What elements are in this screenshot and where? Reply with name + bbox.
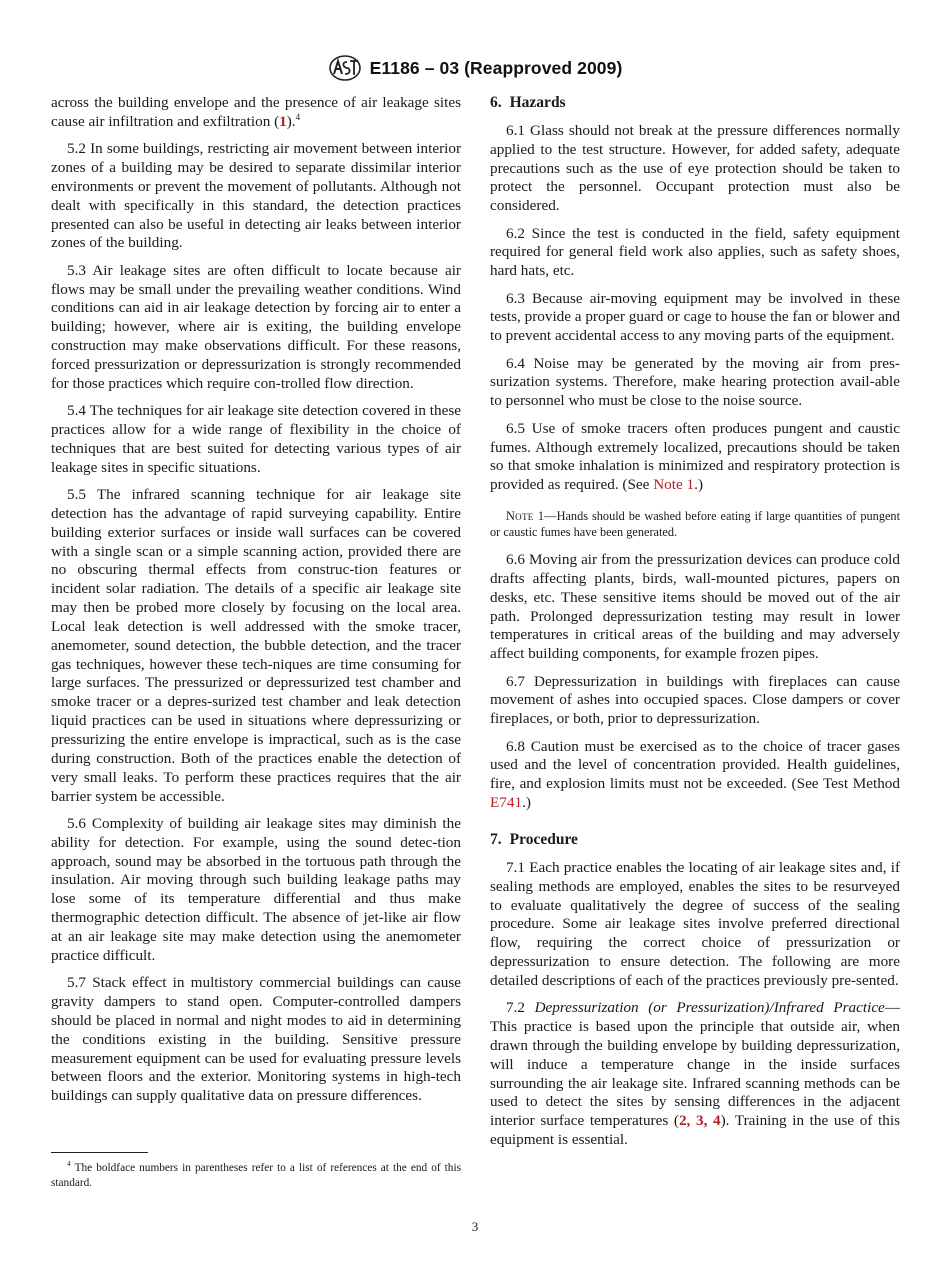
paragraph-5-2: 5.2 In some buildings, restricting air movement between interior zones of a building may be desired to separate dissimilar interior environments or prevent the movement of pollutants. Although not dealt with specifically in this standard, the detection practices presented can also be useful in detecting air leaks between interior zones of the building. [51, 140, 461, 252]
paragraph-6-2: 6.2 Since the test is conducted in the field, safety equipment required for general field work also applies, such as safety shoes, hard hats, etc. [490, 224, 900, 280]
reference-link[interactable]: 4 [713, 1112, 721, 1130]
footnote-4: $^4$ The boldface numbers in parentheses refer to a list of references at the end of this standard. [51, 1159, 461, 1189]
right-column [490, 94, 900, 1159]
paragraph-5-7: 5.7 Stack effect in multistory commercial buildings can cause gravity dampers to stand open. Computer-controlled dampers should be placed in normal and night modes to aid in determining the conditions existing in the building. Sensitive pressure measurement equipment can be used for evaluating pressure levels between floors and the exterior. Monitoring systems in high-tech buildings can supply qualitative data on pressure differences. [51, 974, 461, 1105]
astm-logo-icon [328, 54, 362, 82]
e741-link[interactable]: E741 [490, 794, 523, 812]
practice-title: Depressurization (or Pressurization)/Infrared Practice [534, 999, 885, 1017]
note-1-link[interactable]: Note 1 [653, 476, 695, 494]
footnote-divider [51, 1152, 148, 1153]
paragraph-7-2: 7.2 Depressurization (or Pressurization)/Infrared Practice—This practice is based upon the principle that outside air, when drawn through the building envelope by building depressurization, will induce a temperature change in the inside surfaces surrounding the air leakage site. Infrared scanning methods can be used to detect the sites by sensing differences in the adjacent interior surface temperatures (2, 3, 4). Training in the use of this equipment is essential. [490, 999, 900, 1149]
footnote-marker[interactable]: 4 [295, 111, 301, 122]
paragraph-5-6: 5.6 Complexity of building air leakage sites may diminish the ability for detection. For example, using the sound detec-tion approach, sound may be absorbed in the tortuous path through the insulation. Air moving through such building leakage paths may lose some of its temperature differential and thus make thermographic detection difficult. The absence of jet-like air flow at an air leakage site may make detection using the anemometer practice difficult. [51, 814, 461, 964]
paragraph-6-1: 6.1 Glass should not break at the pressure differences normally applied to the test structure. However, for added safety, adequate precautions such as the use of eye protection should be taken to protect the personnel. Occupant protection must also be considered. [490, 121, 900, 215]
paragraph-6-8: 6.8 Caution must be exercised as to the choice of tracer gases used and the level of concentration provided. Health guidelines, fire, and explosion limits must not be exceeded. (See Test Method E741.) [490, 737, 900, 812]
paragraph-5-1-continued: across the building envelope and the presence of air leakage sites cause air infiltration and exfiltration (1).$^4$ [51, 94, 461, 130]
paragraph-5-3: 5.3 Air leakage sites are often difficult to locate because air flows may be small under the prevailing weather conditions. Wind conditions can aid in air leakage detection by forcing air to enter a building; however, where air is exiting, the building envelope construction may make observations difficult. For these reasons, forced pressurization or depressurization is strongly recommended for those practices which require con-trolled flow direction. [51, 261, 461, 392]
left-column [51, 94, 461, 1115]
reference-link[interactable]: 2 [678, 1112, 687, 1130]
paragraph-7-1: 7.1 Each practice enables the locating of air leakage sites and, if sealing methods are employed, enables the sites to be resurveyed to evaluate qualitatively the degree of success of the sealing procedure. Some air leakage sites involve preferred directional flow, requiring the correct choice of pressurization or depressurization to ensure detection. The following are more detailed descriptions of each of the practices previously pre-sented. [490, 858, 900, 989]
paragraph-6-5: 6.5 Use of smoke tracers often produces pungent and caustic fumes. Although extremely localized, precautions should be taken so that smoke inhalation is minimized and respiratory protection is provided as required. (See Note 1.) [490, 419, 900, 494]
paragraph-6-6: 6.6 Moving air from the pressurization devices can produce cold drafts affecting plants, birds, wall-mounted pictures, papers on desks, etc. These sensitive items should be moved out of the air path. Prolonged depressurization testing may result in lower temperatures in critical areas of the building and may adversely affect building components, for example frozen pipes. [490, 551, 900, 663]
reference-link[interactable]: 3 [695, 1112, 704, 1130]
note-1: Note 1—Hands should be washed before eating if large quantities of pungent or caustic fumes have been generated. [490, 509, 900, 539]
reference-link[interactable]: 1 [279, 112, 287, 130]
page-header [0, 54, 950, 82]
paragraph-5-4: 5.4 The techniques for air leakage site detection covered in these practices allow for a wide range of flexibility in the choice of techniques that are best suited for detecting various types of air leakage sites in specific situations. [51, 402, 461, 476]
note-label: Note 1 [506, 509, 545, 524]
paragraph-5-5: 5.5 The infrared scanning technique for air leakage site detection has the advantage of rapid surveying capability. Entire building exterior surfaces or inside wall surfaces can be covered with a single scan or a simple scanning action, provided there are no obscuring thermal effects from construc-tion features or incident solar radiation. The details of a specific air leakage site may then be probed more closely by focusing on the local area. Local leak detection is well addressed with the smoke tracer, anemometer, sound detection, the bubble detection, and the tracer gas techniques, however these tech-niques are time consuming for large surfaces. The pressurized or depressurized test chamber and smoke tracer or a depres-surized test chamber and leak detection liquid practices can be used in situations where depressurizing or pressurizing the entire envelope is impractical, such as is the case during construction. Both of the practices enable the detection of very small leaks. To perform these practices requires that the air barrier system be accessible. [51, 486, 461, 805]
document-designation: E1186 – 03 (Reapproved 2009) [369, 57, 623, 78]
page-number: 3 [471, 1219, 479, 1234]
paragraph-6-4: 6.4 Noise may be generated by the moving air from pres-surization systems. Therefore, make hearing protection avail-able to personnel who must be close to the noise source. [490, 354, 900, 410]
paragraph-6-3: 6.3 Because air-moving equipment may be involved in these tests, provide a proper guard or cage to house the fan or blower and to prevent accidental access to any moving parts of the equipment. [490, 289, 900, 345]
section-heading-procedure: 7. Procedure [490, 831, 578, 848]
section-heading-hazards: 6. Hazards [490, 94, 566, 111]
paragraph-6-7: 6.7 Depressurization in buildings with fireplaces can cause movement of ashes into occupied spaces. Close dampers or cover fireplaces, or both, prior to depressurization. [490, 672, 900, 728]
